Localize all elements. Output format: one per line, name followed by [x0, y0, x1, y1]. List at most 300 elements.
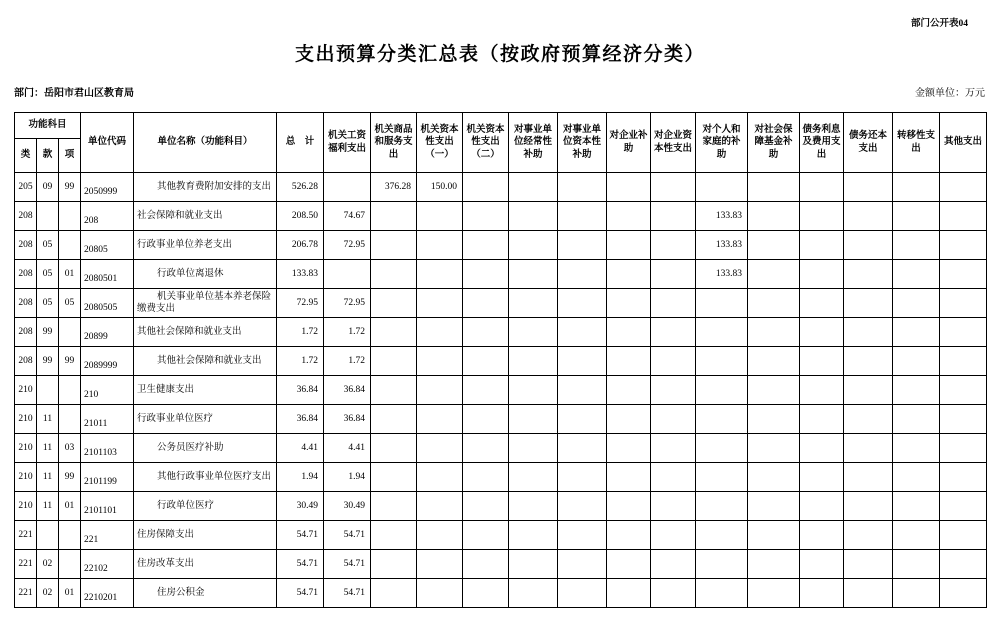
cell-value-7 [607, 347, 651, 376]
cell-value-11 [800, 434, 844, 463]
header-econ-col-9: 对个人和家庭的补助 [696, 113, 748, 173]
cell-value-4 [463, 463, 509, 492]
cell-value-6 [558, 434, 607, 463]
cell-unit-name: 卫生健康支出 [134, 376, 277, 405]
cell-value-5 [509, 376, 558, 405]
cell-total: 206.78 [277, 231, 324, 260]
cell-value-11 [800, 173, 844, 202]
amount-unit-label: 金额单位：万元 [915, 88, 985, 99]
cell-value-4 [463, 173, 509, 202]
header-econ-col-14: 其他支出 [940, 113, 987, 173]
cell-value-5 [509, 347, 558, 376]
cell-value-6 [558, 550, 607, 579]
cell-value-14 [940, 318, 987, 347]
cell-value-4 [463, 318, 509, 347]
cell-section: 11 [37, 492, 59, 521]
cell-value-5 [509, 289, 558, 318]
cell-value-3 [417, 579, 463, 608]
cell-value-9 [696, 405, 748, 434]
header-item: 项 [59, 139, 81, 173]
cell-value-11 [800, 318, 844, 347]
cell-value-4 [463, 434, 509, 463]
table-row [15, 579, 987, 608]
cell-unit-name: 住房保障支出 [134, 521, 277, 550]
cell-value-10 [748, 463, 800, 492]
cell-section: 11 [37, 405, 59, 434]
cell-value-2 [371, 202, 417, 231]
cell-value-14 [940, 173, 987, 202]
cell-value-13 [893, 434, 940, 463]
cell-item [59, 318, 81, 347]
cell-value-11 [800, 550, 844, 579]
cell-value-13 [893, 463, 940, 492]
cell-unit-name: 其他社会保障和就业支出 [134, 347, 277, 376]
cell-value-13 [893, 579, 940, 608]
header-econ-col-4: 机关资本性支出（二） [463, 113, 509, 173]
cell-value-12 [844, 173, 893, 202]
cell-item [59, 550, 81, 579]
cell-value-1: 72.95 [324, 289, 371, 318]
header-total: 总 计 [277, 113, 324, 173]
cell-value-13 [893, 318, 940, 347]
cell-value-14 [940, 550, 987, 579]
table-row [15, 434, 987, 463]
cell-value-14 [940, 347, 987, 376]
cell-value-4 [463, 260, 509, 289]
cell-value-10 [748, 347, 800, 376]
cell-value-9: 133.83 [696, 260, 748, 289]
header-econ-col-11: 债务利息及费用支出 [800, 113, 844, 173]
cell-value-7 [607, 521, 651, 550]
cell-value-5 [509, 579, 558, 608]
header-econ-col-6: 对事业单位资本性补助 [558, 113, 607, 173]
cell-value-5 [509, 492, 558, 521]
cell-value-1: 36.84 [324, 405, 371, 434]
cell-unit-code: 2101103 [81, 434, 134, 463]
cell-item [59, 231, 81, 260]
cell-value-8 [651, 318, 696, 347]
cell-value-5 [509, 260, 558, 289]
cell-value-9 [696, 492, 748, 521]
cell-value-8 [651, 550, 696, 579]
cell-value-9: 133.83 [696, 202, 748, 231]
cell-value-7 [607, 492, 651, 521]
cell-value-12 [844, 463, 893, 492]
cell-section: 99 [37, 347, 59, 376]
page-title: 支出预算分类汇总表（按政府预算经济分类） [294, 44, 705, 65]
cell-value-11 [800, 492, 844, 521]
table-row [15, 463, 987, 492]
header-econ-col-10: 对社会保障基金补助 [748, 113, 800, 173]
cell-value-12 [844, 202, 893, 231]
header-econ-col-12: 债务还本支出 [844, 113, 893, 173]
cell-unit-code: 2050999 [81, 173, 134, 202]
cell-value-13 [893, 289, 940, 318]
cell-class: 221 [15, 579, 37, 608]
cell-value-2 [371, 492, 417, 521]
cell-value-7 [607, 376, 651, 405]
cell-value-5 [509, 521, 558, 550]
cell-value-7 [607, 463, 651, 492]
cell-value-10 [748, 579, 800, 608]
cell-value-7 [607, 289, 651, 318]
cell-value-6 [558, 405, 607, 434]
cell-value-11 [800, 405, 844, 434]
cell-value-6 [558, 579, 607, 608]
cell-value-12 [844, 492, 893, 521]
cell-value-2 [371, 289, 417, 318]
cell-unit-code: 210 [81, 376, 134, 405]
cell-value-5 [509, 318, 558, 347]
cell-value-8 [651, 347, 696, 376]
cell-value-9 [696, 173, 748, 202]
cell-unit-name: 行政单位医疗 [134, 492, 277, 521]
table-row [15, 376, 987, 405]
cell-value-7 [607, 231, 651, 260]
cell-unit-name: 行政单位离退休 [134, 260, 277, 289]
cell-value-12 [844, 289, 893, 318]
cell-value-13 [893, 173, 940, 202]
cell-item: 99 [59, 463, 81, 492]
cell-value-6 [558, 521, 607, 550]
cell-value-10 [748, 434, 800, 463]
cell-value-6 [558, 289, 607, 318]
cell-value-2 [371, 550, 417, 579]
cell-value-8 [651, 579, 696, 608]
cell-section: 05 [37, 260, 59, 289]
cell-value-2 [371, 318, 417, 347]
cell-item: 99 [59, 347, 81, 376]
cell-value-12 [844, 550, 893, 579]
cell-item [59, 376, 81, 405]
cell-value-12 [844, 521, 893, 550]
cell-value-14 [940, 202, 987, 231]
cell-value-1: 72.95 [324, 231, 371, 260]
cell-unit-name: 公务员医疗补助 [134, 434, 277, 463]
cell-unit-name: 其他教育费附加安排的支出 [134, 173, 277, 202]
cell-class: 210 [15, 405, 37, 434]
cell-value-9 [696, 376, 748, 405]
header-unit-code: 单位代码 [81, 113, 134, 173]
header-econ-col-13: 转移性支出 [893, 113, 940, 173]
cell-value-10 [748, 521, 800, 550]
cell-value-14 [940, 521, 987, 550]
cell-unit-name: 机关事业单位基本养老保险缴费支出 [134, 289, 277, 318]
cell-value-6 [558, 463, 607, 492]
cell-unit-name: 其他行政事业单位医疗支出 [134, 463, 277, 492]
cell-value-11 [800, 376, 844, 405]
cell-value-13 [893, 521, 940, 550]
cell-value-11 [800, 521, 844, 550]
cell-value-6 [558, 318, 607, 347]
cell-value-12 [844, 231, 893, 260]
cell-section: 11 [37, 434, 59, 463]
cell-value-8 [651, 289, 696, 318]
cell-item [59, 202, 81, 231]
cell-unit-code: 2080501 [81, 260, 134, 289]
table-row [15, 550, 987, 579]
cell-total: 133.83 [277, 260, 324, 289]
cell-value-7 [607, 260, 651, 289]
cell-value-5 [509, 231, 558, 260]
cell-unit-name: 行政事业单位医疗 [134, 405, 277, 434]
cell-value-2 [371, 463, 417, 492]
cell-value-8 [651, 173, 696, 202]
table-row [15, 260, 987, 289]
cell-value-1: 1.94 [324, 463, 371, 492]
cell-value-10 [748, 231, 800, 260]
cell-value-11 [800, 347, 844, 376]
cell-value-9 [696, 289, 748, 318]
cell-value-4 [463, 579, 509, 608]
cell-value-11 [800, 579, 844, 608]
cell-value-9 [696, 463, 748, 492]
cell-unit-code: 20805 [81, 231, 134, 260]
table-row [15, 318, 987, 347]
cell-unit-code: 2089999 [81, 347, 134, 376]
cell-unit-code: 2101101 [81, 492, 134, 521]
cell-class: 208 [15, 289, 37, 318]
cell-total: 30.49 [277, 492, 324, 521]
cell-value-12 [844, 434, 893, 463]
cell-total: 208.50 [277, 202, 324, 231]
cell-value-5 [509, 405, 558, 434]
cell-value-6 [558, 202, 607, 231]
cell-value-3 [417, 202, 463, 231]
cell-value-10 [748, 289, 800, 318]
cell-unit-code: 20899 [81, 318, 134, 347]
cell-value-10 [748, 376, 800, 405]
header-unit-name: 单位名称（功能科目） [134, 113, 277, 173]
cell-value-14 [940, 434, 987, 463]
cell-unit-code: 21011 [81, 405, 134, 434]
header-functional-subject: 功能科目 [15, 113, 81, 139]
header-econ-col-1: 机关工资福利支出 [324, 113, 371, 173]
budget-summary-table [14, 112, 987, 608]
cell-value-3 [417, 434, 463, 463]
cell-value-2 [371, 579, 417, 608]
cell-value-13 [893, 376, 940, 405]
cell-value-14 [940, 376, 987, 405]
table-body [15, 173, 987, 608]
cell-value-3 [417, 550, 463, 579]
cell-class: 210 [15, 376, 37, 405]
cell-item [59, 521, 81, 550]
cell-value-4 [463, 202, 509, 231]
cell-value-13 [893, 405, 940, 434]
cell-value-7 [607, 318, 651, 347]
cell-class: 208 [15, 202, 37, 231]
cell-value-1: 74.67 [324, 202, 371, 231]
cell-value-9 [696, 434, 748, 463]
cell-value-5 [509, 550, 558, 579]
cell-value-3 [417, 405, 463, 434]
cell-value-12 [844, 405, 893, 434]
cell-value-4 [463, 289, 509, 318]
cell-total: 54.71 [277, 521, 324, 550]
cell-value-12 [844, 376, 893, 405]
cell-value-2 [371, 376, 417, 405]
cell-value-7 [607, 579, 651, 608]
cell-value-8 [651, 260, 696, 289]
cell-unit-code: 2210201 [81, 579, 134, 608]
cell-value-8 [651, 492, 696, 521]
cell-value-10 [748, 318, 800, 347]
cell-class: 208 [15, 318, 37, 347]
cell-value-6 [558, 347, 607, 376]
cell-value-7 [607, 405, 651, 434]
cell-value-1: 1.72 [324, 318, 371, 347]
cell-value-1: 30.49 [324, 492, 371, 521]
cell-value-3: 150.00 [417, 173, 463, 202]
cell-total: 72.95 [277, 289, 324, 318]
cell-value-9 [696, 347, 748, 376]
cell-value-8 [651, 434, 696, 463]
cell-value-2 [371, 521, 417, 550]
cell-value-12 [844, 260, 893, 289]
cell-value-10 [748, 405, 800, 434]
cell-value-14 [940, 405, 987, 434]
cell-class: 208 [15, 231, 37, 260]
table-row [15, 289, 987, 318]
cell-item: 99 [59, 173, 81, 202]
cell-value-8 [651, 463, 696, 492]
cell-value-7 [607, 434, 651, 463]
cell-value-11 [800, 231, 844, 260]
cell-section: 05 [37, 231, 59, 260]
header-econ-col-5: 对事业单位经常性补助 [509, 113, 558, 173]
cell-unit-name: 社会保障和就业支出 [134, 202, 277, 231]
cell-section [37, 202, 59, 231]
cell-value-1: 54.71 [324, 579, 371, 608]
table-row [15, 173, 987, 202]
cell-class: 210 [15, 492, 37, 521]
cell-section: 02 [37, 579, 59, 608]
cell-total: 1.94 [277, 463, 324, 492]
cell-section: 11 [37, 463, 59, 492]
table-row [15, 231, 987, 260]
cell-value-7 [607, 550, 651, 579]
cell-value-5 [509, 202, 558, 231]
cell-value-11 [800, 202, 844, 231]
cell-total: 4.41 [277, 434, 324, 463]
cell-value-1: 54.71 [324, 550, 371, 579]
cell-value-13 [893, 202, 940, 231]
cell-total: 36.84 [277, 405, 324, 434]
table-subheader [14, 84, 985, 99]
cell-item: 01 [59, 492, 81, 521]
table-row [15, 347, 987, 376]
cell-value-3 [417, 347, 463, 376]
cell-item: 05 [59, 289, 81, 318]
cell-unit-name: 行政事业单位养老支出 [134, 231, 277, 260]
cell-value-10 [748, 173, 800, 202]
table-row [15, 405, 987, 434]
cell-class: 221 [15, 521, 37, 550]
table-header [15, 113, 987, 173]
sheet-number-label: 部门公开表04 [910, 19, 968, 29]
cell-total: 36.84 [277, 376, 324, 405]
cell-value-4 [463, 376, 509, 405]
table-row [15, 492, 987, 521]
cell-value-4 [463, 521, 509, 550]
header-class: 类 [15, 139, 37, 173]
cell-total: 526.28 [277, 173, 324, 202]
cell-value-8 [651, 231, 696, 260]
cell-section: 02 [37, 550, 59, 579]
cell-total: 54.71 [277, 579, 324, 608]
cell-unit-code: 2101199 [81, 463, 134, 492]
cell-value-14 [940, 492, 987, 521]
cell-value-11 [800, 260, 844, 289]
cell-class: 221 [15, 550, 37, 579]
cell-value-12 [844, 318, 893, 347]
cell-value-4 [463, 231, 509, 260]
cell-total: 1.72 [277, 347, 324, 376]
cell-value-14 [940, 579, 987, 608]
cell-value-14 [940, 231, 987, 260]
cell-value-1: 1.72 [324, 347, 371, 376]
cell-value-6 [558, 260, 607, 289]
cell-value-3 [417, 260, 463, 289]
cell-value-14 [940, 289, 987, 318]
header-section: 款 [37, 139, 59, 173]
cell-value-3 [417, 492, 463, 521]
cell-unit-code: 208 [81, 202, 134, 231]
cell-value-1 [324, 173, 371, 202]
cell-value-1: 36.84 [324, 376, 371, 405]
cell-item: 01 [59, 260, 81, 289]
cell-value-9 [696, 521, 748, 550]
cell-value-5 [509, 463, 558, 492]
cell-item: 01 [59, 579, 81, 608]
cell-value-9 [696, 579, 748, 608]
cell-value-10 [748, 492, 800, 521]
cell-value-7 [607, 173, 651, 202]
cell-class: 205 [15, 173, 37, 202]
cell-section: 09 [37, 173, 59, 202]
cell-section [37, 376, 59, 405]
cell-value-2 [371, 405, 417, 434]
cell-value-5 [509, 173, 558, 202]
cell-value-3 [417, 318, 463, 347]
cell-value-3 [417, 463, 463, 492]
cell-value-4 [463, 347, 509, 376]
cell-value-5 [509, 434, 558, 463]
cell-section: 05 [37, 289, 59, 318]
cell-class: 208 [15, 347, 37, 376]
table-row [15, 521, 987, 550]
cell-value-9 [696, 550, 748, 579]
cell-value-2: 376.28 [371, 173, 417, 202]
cell-total: 1.72 [277, 318, 324, 347]
table-row [15, 202, 987, 231]
cell-unit-code: 22102 [81, 550, 134, 579]
cell-value-11 [800, 463, 844, 492]
cell-value-6 [558, 231, 607, 260]
cell-unit-name: 其他社会保障和就业支出 [134, 318, 277, 347]
department-label: 部门：岳阳市君山区教育局 [14, 88, 134, 99]
cell-value-12 [844, 347, 893, 376]
cell-value-1: 54.71 [324, 521, 371, 550]
cell-value-13 [893, 550, 940, 579]
cell-unit-code: 221 [81, 521, 134, 550]
cell-value-14 [940, 260, 987, 289]
cell-unit-name: 住房公积金 [134, 579, 277, 608]
header-econ-col-2: 机关商品和服务支出 [371, 113, 417, 173]
cell-total: 54.71 [277, 550, 324, 579]
cell-section: 99 [37, 318, 59, 347]
